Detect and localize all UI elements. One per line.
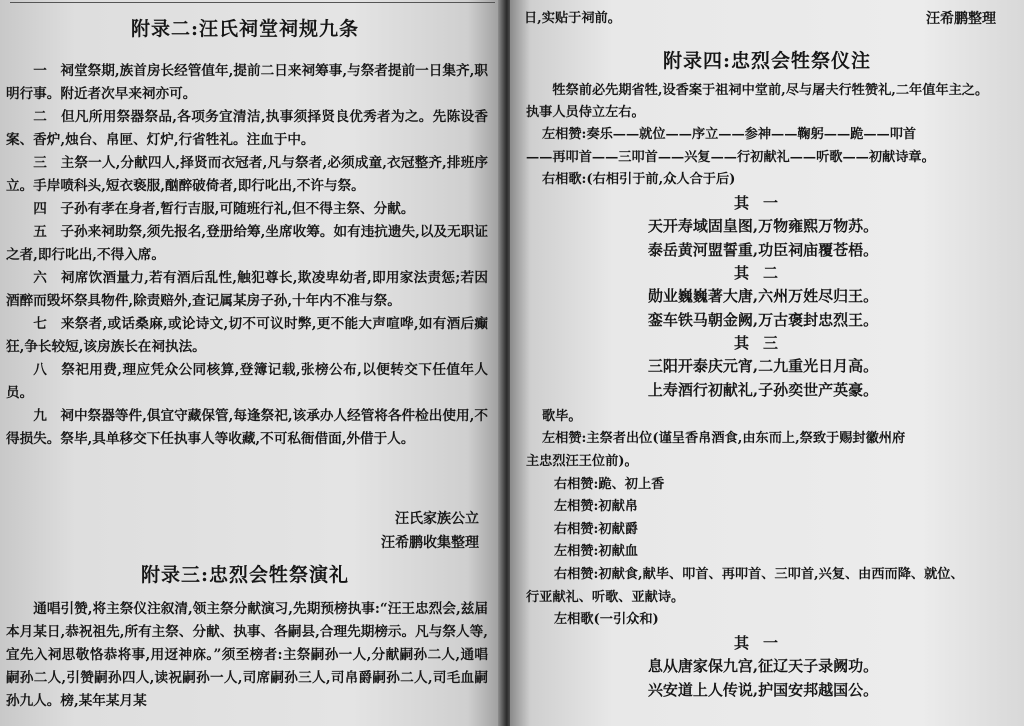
zuo-last: 左相歌(一引众和) <box>554 612 659 628</box>
step-3: 右相赞:初献爵 <box>554 521 638 537</box>
zuo-1 <box>526 124 1000 147</box>
rule-3: 三 主祭一人,分献四人,择贤而衣冠者,凡与祭者,必须成童,衣冠整齐,排班序立。手岸喷科头,短衣亵服,酗醉破倚者,即行叱出,不许与祭。 <box>6 155 488 194</box>
right-page <box>510 0 1024 726</box>
rule-7: 七 来祭者,或话桑麻,或论诗文,切不可议时弊,更不能大声喧哗,如有酒后癫狂,争长较短,该房族长在祠执法。 <box>6 316 488 355</box>
poem-3-head: 其三 <box>733 333 792 352</box>
poem-2-line-1: 勋业巍巍著大唐,六州万姓尽归王。 <box>647 286 879 305</box>
rule-5: 五 子孙来祠助祭,须先报名,登册给筹,坐席收筹。如有违抗遗失,以及无职证之者,即行叱出,不得入席。 <box>6 224 488 263</box>
poem-1-head: 其一 <box>733 193 792 212</box>
compiler-name: 汪希鹏整理 <box>926 11 996 27</box>
rule-1: 一 祠堂祭期,族首房长经管值年,提前二日来祠筹事,与祭者提前一日集齐,职明行事。附近者次早来祠亦可。 <box>6 63 488 102</box>
you-long-b: 行亚献礼、听歌、亚献诗。 <box>526 589 685 605</box>
step-2: 左相赞:初献帛 <box>554 499 638 515</box>
zuo-2-b: 主忠烈汪王位前)。 <box>526 453 638 469</box>
poem-3-line-2: 上寿酒行初献礼,子孙奕世产英豪。 <box>647 380 879 399</box>
poem-1-line-1: 天开寿域固皇图,万物雍熙万物苏。 <box>647 216 879 235</box>
poem-2 <box>526 262 1000 332</box>
step-1: 右相赞:跪、初上香 <box>554 476 665 492</box>
poem-2-head: 其二 <box>733 263 792 282</box>
poem-2-line-2: 銮车铁马朝金阙,万古褒封忠烈王。 <box>647 310 879 329</box>
appendix4-title: 附录四:忠烈会牲祭仪注 <box>662 50 871 72</box>
left-page <box>0 0 503 726</box>
poem-4-line-2: 兴安道上人传说,护国安邦越国公。 <box>647 680 879 699</box>
rule-9: 九 祠中祭器等件,俱宜守藏保管,每逢祭祀,该承办人经管将各件检出使用,不得损失。祭毕,具单移交下任执事人等收藏,不可私衙借面,外借于人。 <box>6 408 488 447</box>
rule-8: 八 祭祀用费,理应凭众公同核算,登簿记载,张榜公布,以便转交下任值年人员。 <box>6 362 488 401</box>
poem-1-line-2: 泰岳黄河盟誓重,功臣祠庙覆苍梧。 <box>647 240 879 259</box>
zuo-1-b: ——再叩首——三叩首——兴复——行初献礼——听歌——初献诗章。 <box>526 149 935 165</box>
poem-3-line-1: 三阳开泰庆元宵,二九重光日月高。 <box>647 356 879 375</box>
appendix3-body <box>6 598 488 713</box>
zuo-1-a: 奏乐——就位——序立——参神——鞠躬——跪——叩首 <box>586 127 917 142</box>
step-4: 左相赞:初献血 <box>554 544 638 560</box>
rule-2: 二 但凡所用祭器祭品,各项务宜清洁,执事须择贤良优秀者为之。先陈设香案、香炉,烛台、帛匣、灯炉,行省牲礼。注血于中。 <box>6 109 488 148</box>
rule-4: 四 子孙有孝在身者,暂行吉服,可随班行礼,但不得主祭、分献。 <box>33 201 415 217</box>
you-long-a: 右相赞:初献食,献毕、叩首、再叩首、三叩首,兴复、由西而降、就位、 <box>554 566 964 582</box>
rule-6: 六 祠席饮酒量力,若有酒后乱性,触犯尊长,欺凌卑幼者,即用家法责惩;若因酒醉而毁坏祭具物件,除责赔外,查记属某房子孙,十年内不准与祭。 <box>6 270 488 309</box>
signature-clan: 汪氏家族公立 <box>395 511 479 527</box>
zuo-2-a: 左相赞:主祭者出位(谨呈香帛酒食,由东而上,祭致于赐封徽州府 <box>542 431 906 447</box>
appendix3-paragraph: 通唱引赞,将主祭仪注叙清,领主祭分献演习,先期预榜执事:“汪王忠烈会,兹届本月某日,恭祝祖先,所有主祭、分献、执事、各嗣县,合理先期榜示。凡与祭人等,宜先入祠思敬恪恭将事,用迓神庥。”须至榜者:主祭嗣孙一人,分献嗣孙二人,通唱嗣孙二人,引赞嗣孙四人,读祝嗣孙一人,司席嗣孙三人,司帛爵嗣孙二人,司毛血嗣孙九人。榜,某年某月某 <box>6 601 488 709</box>
appendix3-title: 附录三:忠烈会牲祭演礼 <box>140 564 349 586</box>
poem-4-line-1: 息从唐家保九宫,征辽天子录阙功。 <box>647 656 879 675</box>
you-1: 右相歌:(右相引于前,众人合于后) <box>542 172 736 188</box>
appendix2-title: 附录二:汪氏祠堂祠规九条 <box>130 18 359 40</box>
poem-1 <box>526 192 1000 262</box>
ge-bi: 歌毕。 <box>542 408 582 424</box>
appendix2-body <box>6 60 488 451</box>
top-rule <box>10 2 495 3</box>
intro: 牲祭前必先期省牲,设香案于祖祠中堂前,尽与屠夫行牲赞礼,二年值年主之。执事人员侍立左右。 <box>526 83 989 120</box>
appendix4-body <box>526 80 1000 702</box>
top-fragment: 日,实贴于祠前。 <box>524 11 621 26</box>
poem-4-head: 其一 <box>733 633 792 652</box>
poem-3 <box>526 332 1000 402</box>
zuo-1-label: 左相赞: <box>542 127 587 142</box>
signature-collector: 汪希鹏收集整理 <box>381 535 479 551</box>
